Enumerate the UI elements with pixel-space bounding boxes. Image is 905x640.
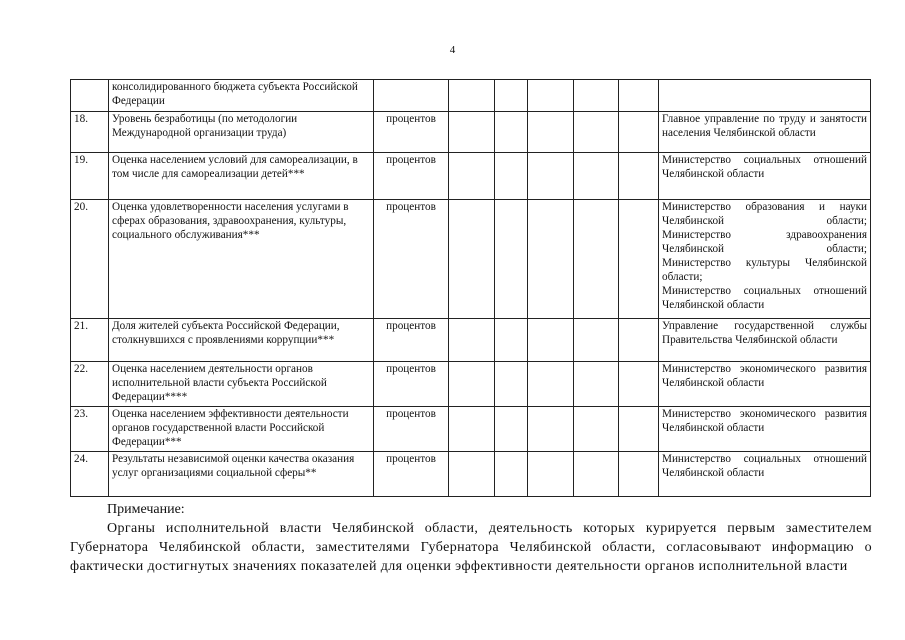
indicator-name: Оценка населением деятельности органов исполнительной власти субъекта Российской Федерации**** bbox=[109, 362, 374, 407]
indicator-name: Результаты независимой оценки качества оказания услуг организациями социальной сферы** bbox=[109, 452, 374, 497]
value-cell bbox=[495, 319, 528, 362]
value-cell bbox=[574, 200, 619, 319]
responsible-body bbox=[659, 153, 871, 200]
value-cell bbox=[495, 200, 528, 319]
responsible-body bbox=[659, 407, 871, 452]
value-cell bbox=[528, 112, 574, 153]
indicator-name: Оценка удовлетворенности населения услугами в сферах образования, здравоохранения, культуры, социального обслуживания*** bbox=[109, 200, 374, 319]
value-cell bbox=[449, 407, 495, 452]
unit-of-measure: процентов bbox=[374, 452, 449, 497]
indicator-name: Уровень безработицы (по методологии Международной организации труда) bbox=[109, 112, 374, 153]
value-cell bbox=[528, 319, 574, 362]
table-row bbox=[71, 80, 871, 112]
value-cell bbox=[528, 407, 574, 452]
value-cell bbox=[574, 319, 619, 362]
value-cell bbox=[528, 80, 574, 112]
value-cell bbox=[495, 112, 528, 153]
indicators-table bbox=[70, 79, 871, 497]
value-cell bbox=[449, 362, 495, 407]
row-number: 22. bbox=[71, 362, 109, 407]
value-cell bbox=[528, 452, 574, 497]
responsible-body bbox=[659, 319, 871, 362]
value-cell bbox=[449, 319, 495, 362]
row-number: 19. bbox=[71, 153, 109, 200]
value-cell bbox=[495, 452, 528, 497]
value-cell bbox=[619, 319, 659, 362]
value-cell bbox=[449, 80, 495, 112]
note-text: Органы исполнительной власти Челябинской области, деятельность которых курируется первым заместителем Губернатора Челябинской области, заместителями Губернатора Челябинской области, согласовывают информацию о фактически достигнутых значениях показателей для оценки эффективности деятельности органов исполнительной власти bbox=[70, 521, 872, 574]
responsible-body-line: Министерство социальных отношений Челябинской области bbox=[662, 154, 867, 180]
value-cell bbox=[528, 153, 574, 200]
responsible-body-line: Министерство социальных отношений Челябинской области bbox=[662, 453, 867, 479]
indicator-name: консолидированного бюджета субъекта Российской Федерации bbox=[109, 80, 374, 112]
value-cell bbox=[574, 407, 619, 452]
responsible-body-line: Управление государственной службы Правительства Челябинской области bbox=[662, 320, 867, 346]
row-number: 18. bbox=[71, 112, 109, 153]
value-cell bbox=[619, 80, 659, 112]
value-cell bbox=[495, 80, 528, 112]
responsible-body-line: Министерство экономического развития Челябинской области bbox=[662, 408, 867, 434]
value-cell bbox=[574, 80, 619, 112]
value-cell bbox=[619, 112, 659, 153]
responsible-body bbox=[659, 80, 871, 112]
responsible-body-line: Министерство экономического развития Челябинской области bbox=[662, 363, 867, 389]
unit-of-measure: процентов bbox=[374, 153, 449, 200]
unit-of-measure: процентов bbox=[374, 362, 449, 407]
value-cell bbox=[619, 407, 659, 452]
responsible-body-line: Министерство социальных отношений Челябинской области bbox=[662, 285, 867, 311]
value-cell bbox=[619, 200, 659, 319]
table-row bbox=[71, 407, 871, 452]
row-number: 21. bbox=[71, 319, 109, 362]
table-row bbox=[71, 452, 871, 497]
responsible-body-line: Министерство здравоохранения Челябинской области; bbox=[662, 229, 867, 255]
value-cell bbox=[495, 153, 528, 200]
value-cell bbox=[449, 452, 495, 497]
value-cell bbox=[574, 112, 619, 153]
unit-of-measure: процентов bbox=[374, 200, 449, 319]
value-cell bbox=[449, 112, 495, 153]
row-number: 20. bbox=[71, 200, 109, 319]
row-number bbox=[71, 80, 109, 112]
indicator-name: Оценка населением эффективности деятельности органов государственной власти Российской Федерации*** bbox=[109, 407, 374, 452]
value-cell bbox=[619, 452, 659, 497]
responsible-body-line: Министерство образования и науки Челябинской области; bbox=[662, 201, 867, 227]
table-row bbox=[71, 112, 871, 153]
responsible-body-line: Главное управление по труду и занятости населения Челябинской области bbox=[662, 113, 867, 139]
responsible-body-line: Министерство культуры Челябинской области; bbox=[662, 257, 867, 283]
note-title: Примечание: bbox=[107, 502, 185, 517]
value-cell bbox=[619, 153, 659, 200]
row-number: 23. bbox=[71, 407, 109, 452]
value-cell bbox=[449, 153, 495, 200]
value-cell bbox=[574, 362, 619, 407]
value-cell bbox=[528, 362, 574, 407]
table-row bbox=[71, 153, 871, 200]
responsible-body bbox=[659, 362, 871, 407]
value-cell bbox=[574, 153, 619, 200]
page-number: 4 bbox=[449, 44, 456, 56]
row-number: 24. bbox=[71, 452, 109, 497]
table-row bbox=[71, 319, 871, 362]
unit-of-measure: процентов bbox=[374, 112, 449, 153]
value-cell bbox=[495, 362, 528, 407]
value-cell bbox=[528, 200, 574, 319]
indicator-name: Доля жителей субъекта Российской Федерации, столкнувшихся с проявлениями коррупции*** bbox=[109, 319, 374, 362]
responsible-body bbox=[659, 200, 871, 319]
indicator-name: Оценка населением условий для самореализации, в том числе для самореализации детей*** bbox=[109, 153, 374, 200]
value-cell bbox=[449, 200, 495, 319]
table-row bbox=[71, 362, 871, 407]
unit-of-measure: процентов bbox=[374, 407, 449, 452]
responsible-body bbox=[659, 452, 871, 497]
unit-of-measure: процентов bbox=[374, 319, 449, 362]
value-cell bbox=[619, 362, 659, 407]
table-row bbox=[71, 200, 871, 319]
unit-of-measure bbox=[374, 80, 449, 112]
value-cell bbox=[574, 452, 619, 497]
responsible-body bbox=[659, 112, 871, 153]
value-cell bbox=[495, 407, 528, 452]
